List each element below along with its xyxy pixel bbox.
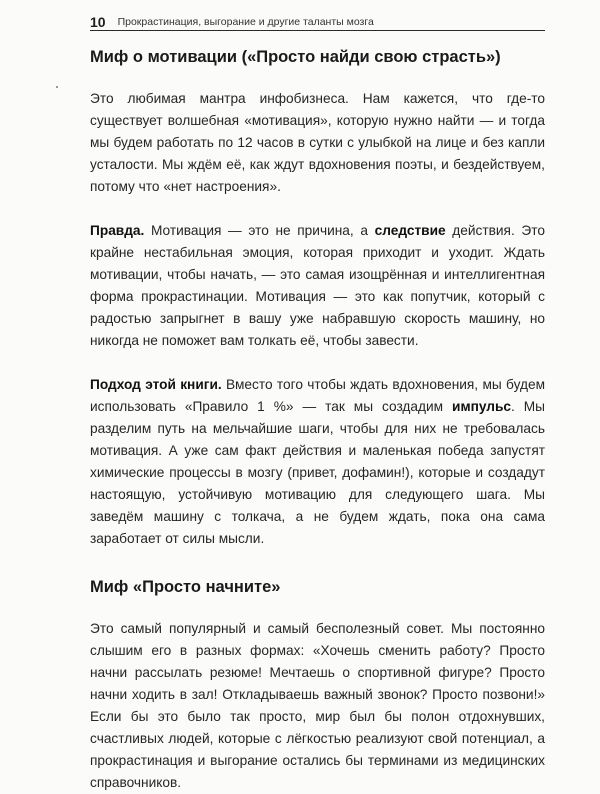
page-body xyxy=(90,46,545,794)
approach-lead: Подход этой книги. xyxy=(90,377,222,392)
section-heading-just-start-myth: Миф «Просто начните» xyxy=(90,578,281,596)
truth-bold-word: следствие xyxy=(374,223,446,238)
paragraph-mantra: Это любимая мантра инфобизнеса. Нам кажется, что где-то существует волшебная «мотивация», которую нужно найти — и тогда мы будем работать по 12 часов в сутки с улыбкой на лице и без капли усталости. Мы ждём её, как ждут вдохновения поэты, и бездействуем, потому что «нет настроения». xyxy=(90,91,545,194)
running-header xyxy=(90,14,545,31)
running-title: Прокрастинация, выгорание и другие таланты мозга xyxy=(117,16,374,28)
approach-text-a: Вместо того чтобы ждать вдохновения, мы будем использовать «Правило 1 %» — так мы создадим xyxy=(90,377,545,414)
truth-text-b: действия. Это крайне нестабильная эмоция, которая приходит и уходит. Ждать мотивации, чтобы начать, — это самая изощрённая и интеллигентная форма прокрастинации. Мотивация — это как попутчик, который с радостью запрыгнет в вашу уже набравшую скорость машину, но никогда не поможет вам толкать её, чтобы завести. xyxy=(90,223,545,348)
approach-bold-word: импульс xyxy=(452,399,511,414)
truth-text-a: Мотивация — это не причина, а xyxy=(144,223,375,238)
paragraph-truth xyxy=(90,220,545,352)
paragraph-book-approach xyxy=(90,374,545,550)
margin-dot xyxy=(56,86,58,88)
truth-lead: Правда. xyxy=(90,223,145,238)
page-number: 10 xyxy=(90,14,106,30)
approach-text-b: . Мы разделим путь на мельчайшие шаги, чтобы для них не требовалась мотивация. А уже сам факт действия и маленькая победа запустят химические процессы в мозгу (привет, дофамин!), которые и создадут настоящую, устойчивую мотивацию для следующего шага. Мы заведём машину с толкача, а не будем ждать, пока она сама заработает от силы мысли. xyxy=(90,399,545,546)
section-heading-motivation-myth: Миф о мотивации («Просто найди свою страсть») xyxy=(90,48,501,66)
paragraph-popular-advice: Это самый популярный и самый бесполезный совет. Мы постоянно слышим его в разных формах: «Хочешь сменить работу? Просто начни рассылать резюме! Мечтаешь о спортивной фигуре? Просто начни ходить в зал! Откладываешь важный звонок? Просто позвони!» Если бы это было так просто, мир был бы полон отдохнувших, счастливых людей, которые с лёгкостью реализуют свой потенциал, а прокрастинация и выгорание остались бы терминами из медицинских справочников. xyxy=(90,621,545,790)
